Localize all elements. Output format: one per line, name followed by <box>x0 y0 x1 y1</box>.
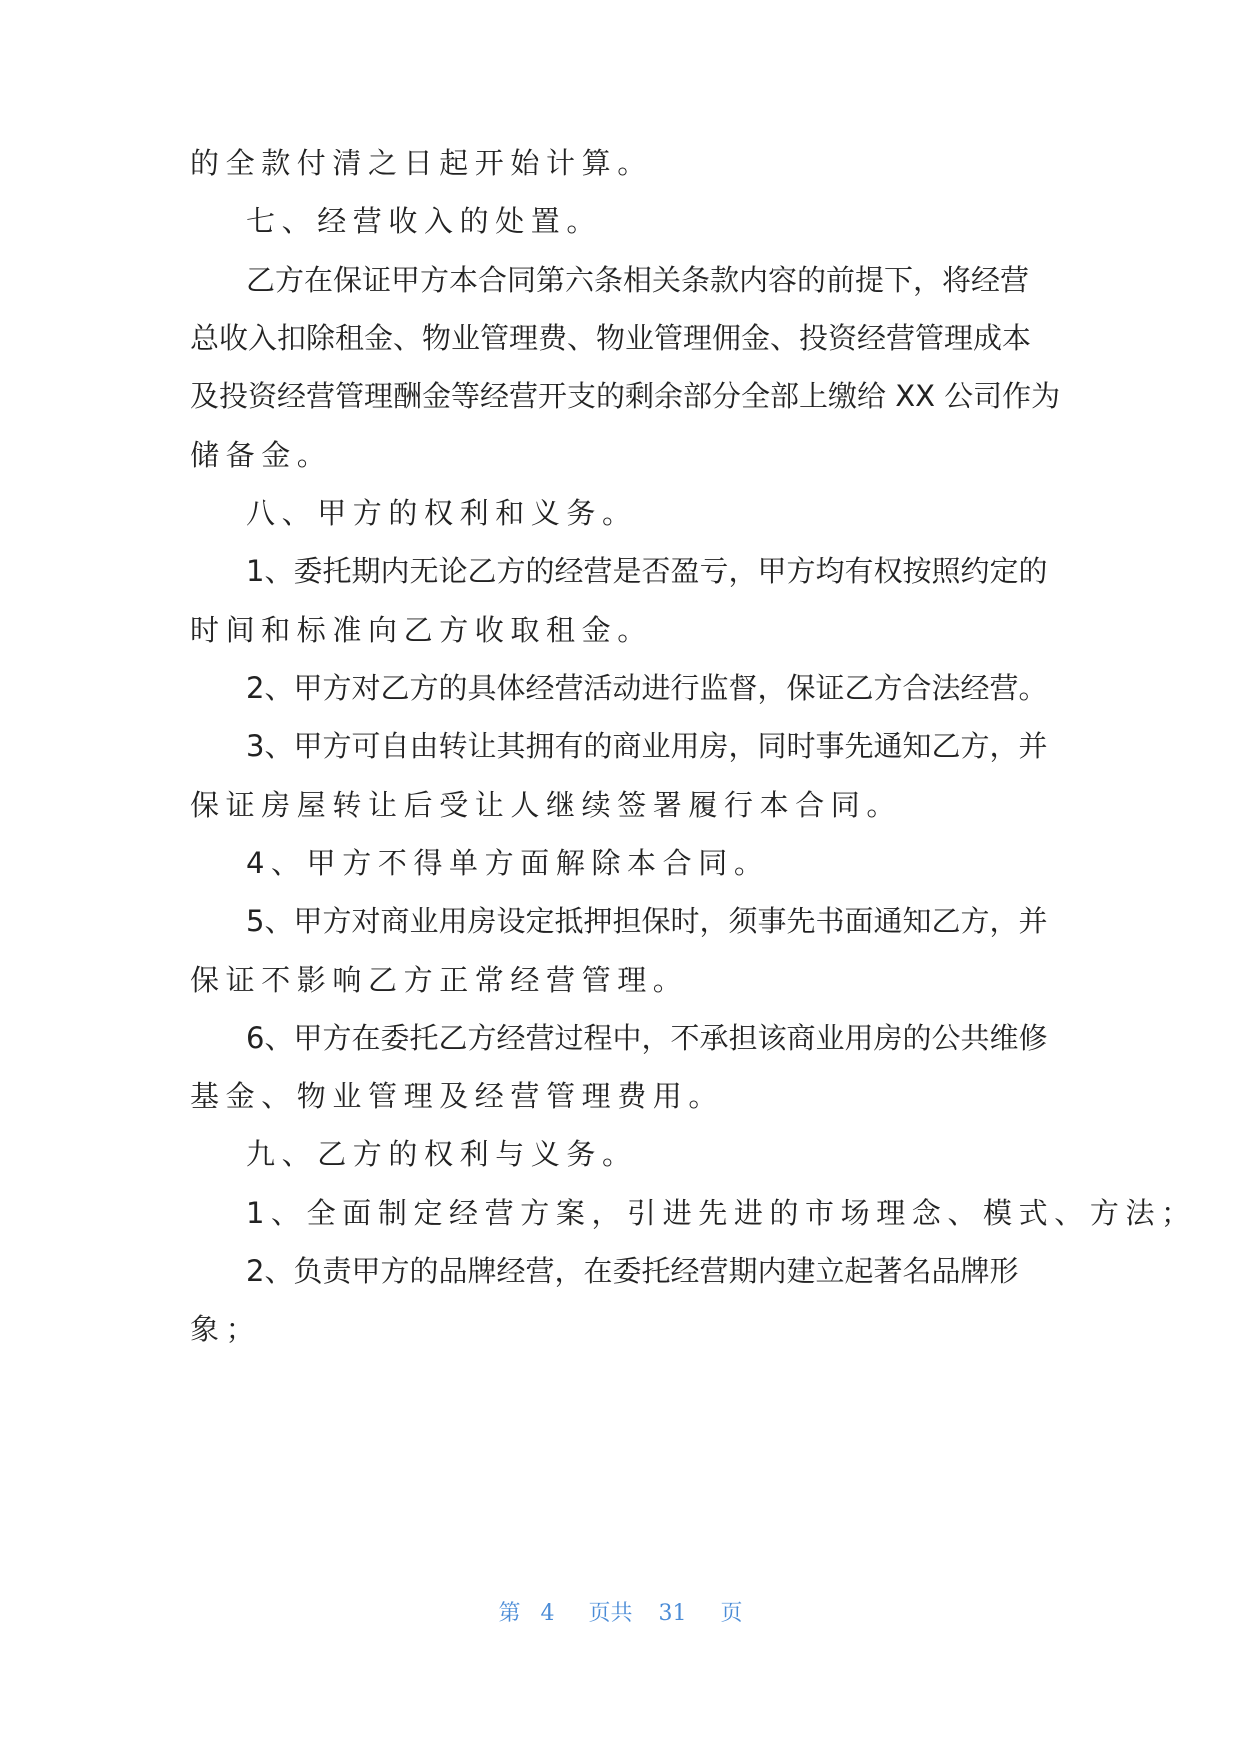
section-heading: 七、经营收入的处置。 <box>246 204 603 238</box>
total-pages-number: 31 <box>658 1601 687 1626</box>
paragraph-line: 2、甲方对乙方的具体经营活动进行监督，保证乙方合法经营。 <box>246 671 1048 705</box>
paragraph-line: 2、负责甲方的品牌经营，在委托经营期内建立起著名品牌形 <box>246 1254 1019 1288</box>
paragraph-line: 保证房屋转让后受让人继续签署履行本合同。 <box>190 788 903 822</box>
paragraph-line: 总收入扣除租金、物业管理费、物业管理佣金、投资经营管理成本 <box>190 321 1032 355</box>
section-heading: 九、乙方的权利与义务。 <box>246 1137 638 1171</box>
page-number-footer <box>0 1596 1241 1627</box>
paragraph-line: 1、委托期内无论乙方的经营是否盈亏，甲方均有权按照约定的 <box>246 554 1048 588</box>
paragraph-line: 6、甲方在委托乙方经营过程中，不承担该商业用房的公共维修 <box>246 1021 1048 1055</box>
paragraph-line: 象； <box>190 1312 262 1346</box>
paragraph-line: 及投资经营管理酬金等经营开支的剩余部分全部上缴给 XX 公司作为 <box>190 379 1061 413</box>
paragraph-line: 储备金。 <box>190 438 333 472</box>
footer-prefix: 第 <box>498 1601 521 1626</box>
paragraph-line: 1、全面制定经营方案，引进先进的市场理念、模式、方法； <box>246 1196 1197 1230</box>
paragraph-line: 3、甲方可自由转让其拥有的商业用房，同时事先通知乙方，并 <box>246 729 1048 763</box>
paragraph-line: 的全款付清之日起开始计算。 <box>190 146 653 180</box>
current-page-number: 4 <box>540 1601 555 1626</box>
paragraph-line: 基金、物业管理及经营管理费用。 <box>190 1079 725 1113</box>
paragraph-line: 5、甲方对商业用房设定抵押担保时，须事先书面通知乙方，并 <box>246 904 1048 938</box>
footer-middle: 页共 <box>588 1601 633 1626</box>
paragraph-line: 4、甲方不得单方面解除本合同。 <box>246 846 770 880</box>
section-heading: 八、甲方的权利和义务。 <box>246 496 638 530</box>
paragraph-line: 乙方在保证甲方本合同第六条相关条款内容的前提下，将经营 <box>246 263 1030 297</box>
paragraph-line: 保证不影响乙方正常经营管理。 <box>190 963 689 997</box>
paragraph-line: 时间和标准向乙方收取租金。 <box>190 613 653 647</box>
footer-suffix: 页 <box>720 1601 743 1626</box>
